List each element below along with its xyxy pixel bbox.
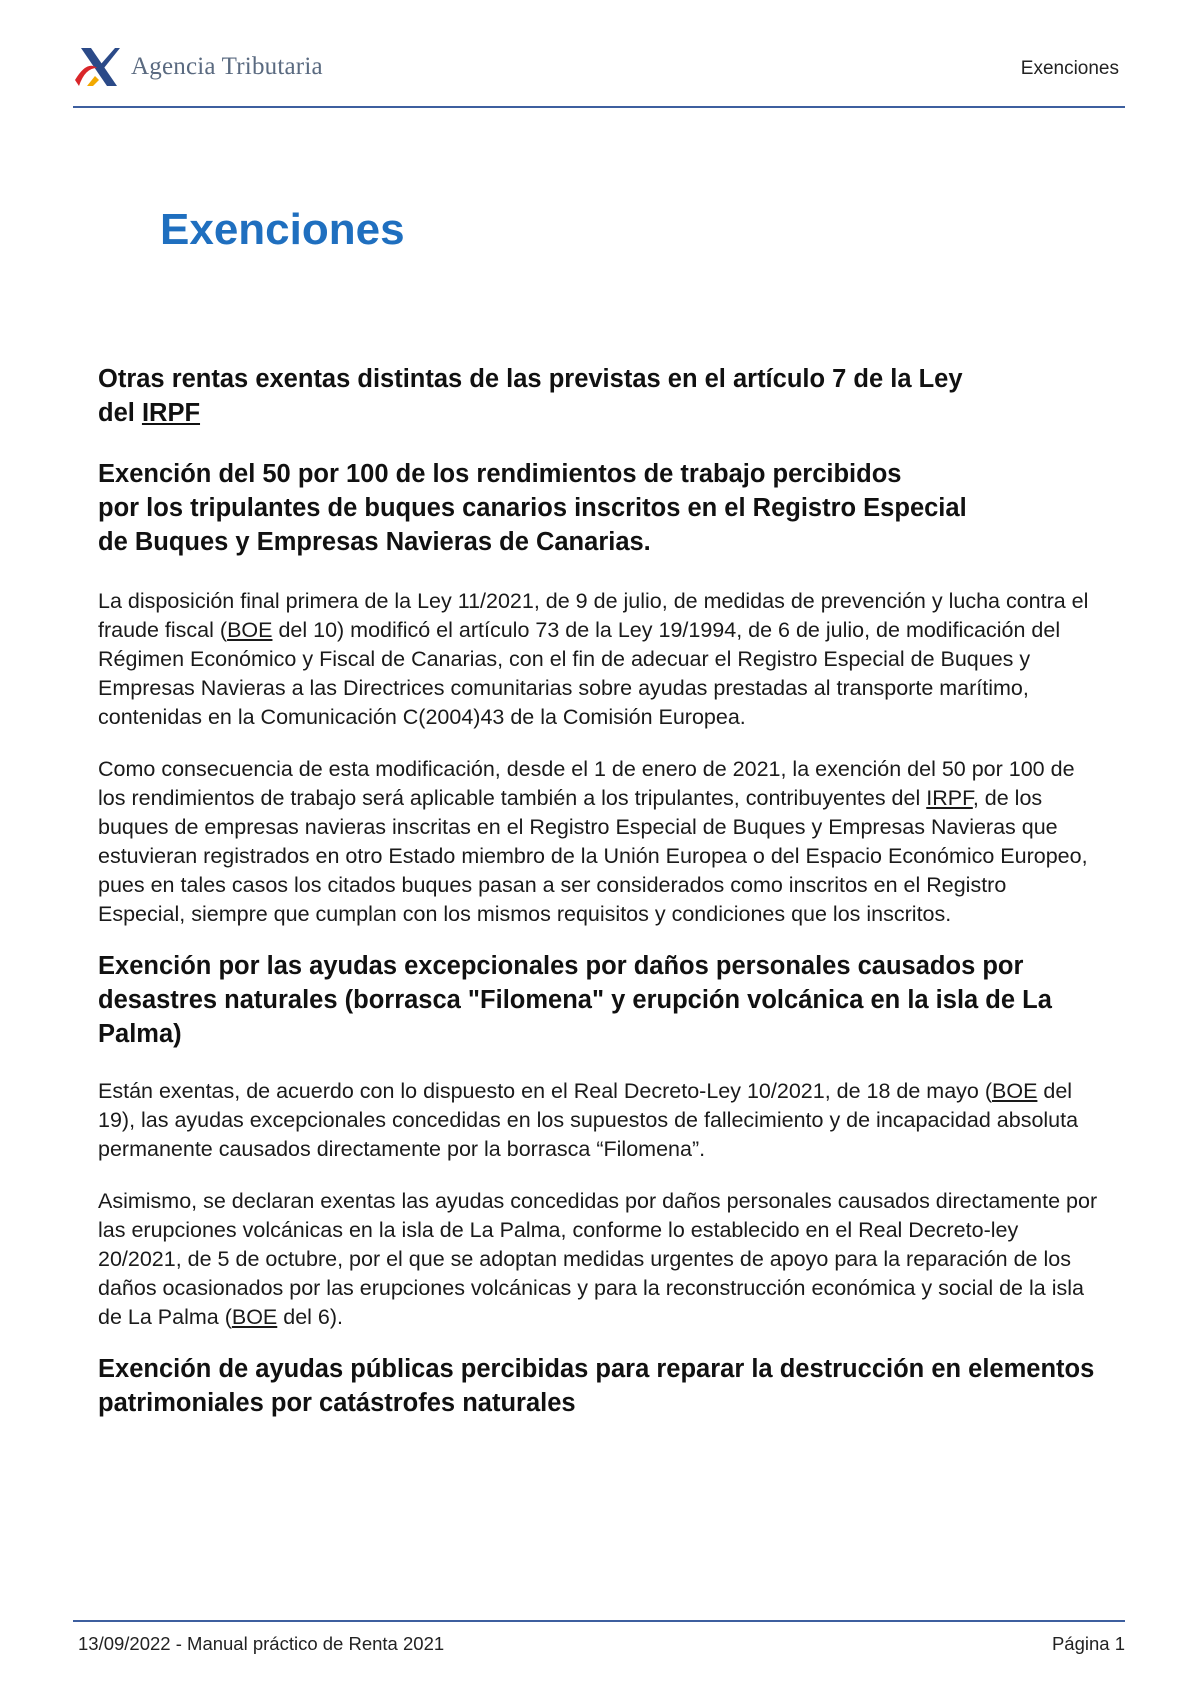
paragraph-text: La disposición final primera de la Ley 11/2021, de 9 de julio, de medidas de prevención y lucha contra el fraude fiscal ( (98, 589, 1089, 642)
heading-text: por los tripulantes de buques canarios inscritos en el Registro Especial (98, 494, 967, 522)
title-area (98, 200, 1098, 260)
logo-wordmark: Agencia Tributaria (131, 53, 323, 80)
footer-divider (73, 1620, 1125, 1622)
paragraph-text: Como consecuencia de esta modificación, desde el 1 de enero de 2021, la exención del 50 por 100 de los rendimientos de trabajo será aplicable también a los tripulantes, contribuyentes del (98, 757, 1075, 810)
header-title: Exenciones (1020, 58, 1119, 79)
paragraph-text: Están exentas, de acuerdo con lo dispuesto en el Real Decreto-Ley 10/2021, de 18 de mayo ( (98, 1079, 993, 1103)
section-heading-ayudas-publicas: Exención de ayudas públicas percibidas para reparar la destrucción en elementos patrimoniales por catástrofes naturales (98, 1355, 1095, 1417)
agency-logo (73, 41, 323, 93)
irpf-link[interactable]: IRPF (141, 399, 201, 427)
boe-link[interactable]: BOE (227, 618, 273, 642)
paragraph-text: del 19), las ayudas excepcionales concedidas en los supuestos de fallecimiento y de incapacidad absoluta permanente causados directamente por la borrasca “Filomena”. (98, 1079, 1079, 1161)
paragraph (98, 1077, 1098, 1164)
paragraph (98, 587, 1098, 732)
paragraph (98, 1187, 1098, 1332)
paragraph-text: , de los buques de empresas navieras inscritas en el Registro Especial de Buques y Empresas Navieras que estuvieran registrados en otro Estado miembro de la Unión Europea o del Espacio Económico Europeo, pues en tales casos los citados buques pasan a ser considerados como inscritos en el Registro Especial, siempre que cumplan con los mismos requisitos y condiciones que los inscritos. (98, 786, 1088, 926)
section-heading-ayudas-excepcionales: Exención por las ayudas excepcionales por daños personales causados por desastres naturales (borrasca "Filomena" y erupción volcánica en la isla de La Palma) (98, 952, 1052, 1048)
heading-text: del (98, 399, 142, 427)
boe-link[interactable]: BOE (992, 1079, 1038, 1103)
boe-link[interactable]: BOE (231, 1305, 278, 1329)
irpf-link[interactable]: IRPF (926, 786, 973, 810)
main-content (98, 362, 1098, 1420)
section-heading-otras-rentas (98, 362, 1098, 430)
paragraph (98, 755, 1098, 929)
heading-text: Exención del 50 por 100 de los rendimientos de trabajo percibidos (98, 460, 902, 488)
paragraph-text: Asimismo, se declaran exentas las ayudas concedidas por daños personales causados directamente por las erupciones volcánicas en la isla de La Palma, conforme lo establecido en el Real Decreto-ley 20/2021, de 5 de octubre, por el que se adoptan medidas urgentes de apoyo para la reparación de los daños ocasionados por las erupciones volcánicas y para la reconstrucción económica y social de la isla de La Palma ( (98, 1189, 1098, 1329)
footer-date-manual: 13/09/2022 - Manual práctico de Renta 2021 (78, 1633, 445, 1654)
page-header (73, 38, 1125, 108)
heading-text: Otras rentas exentas distintas de las previstas en el artículo 7 de la Ley (98, 365, 963, 393)
heading-text: de Buques y Empresas Navieras de Canarias. (98, 528, 651, 556)
section-heading-tripulantes (98, 457, 1098, 559)
paragraph-text: del 6). (277, 1305, 343, 1329)
page-title: Exenciones (160, 205, 405, 254)
header-divider (73, 106, 1125, 108)
paragraph-text: del 10) modificó el artículo 73 de la Ley 19/1994, de 6 de julio, de modificación del Régimen Económico y Fiscal de Canarias, con el fin de adecuar el Registro Especial de Buques y Empresas Navieras a las Directrices comunitarias sobre ayudas prestadas al transporte marítimo, contenidas en la Comunicación C(2004)43 de la Comisión Europea. (98, 618, 1061, 729)
page-number: Página 1 (1051, 1633, 1125, 1654)
agencia-tributaria-logo-icon (73, 42, 123, 92)
